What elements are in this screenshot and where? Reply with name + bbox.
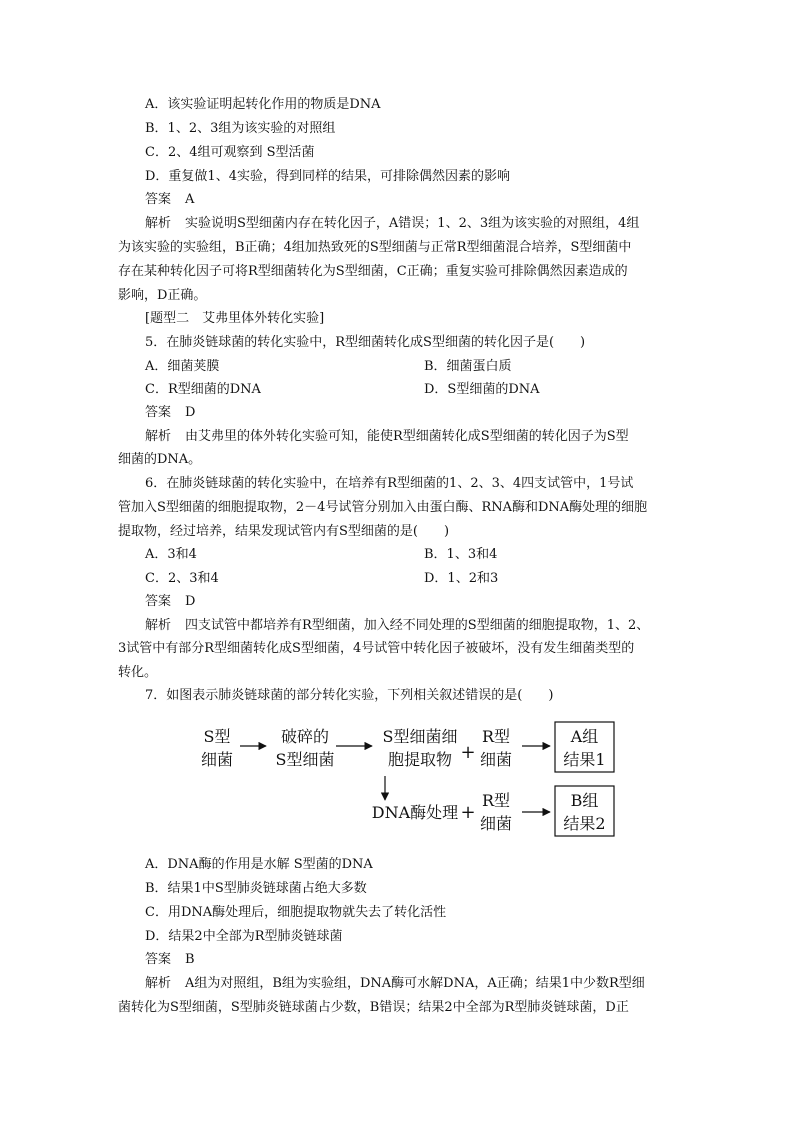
answer-label: 答案 (145, 405, 172, 420)
q6-option-c: C．2、3和4 (145, 571, 219, 586)
q7-analysis-line-1 (145, 976, 645, 992)
q5-analysis-line-2: 细菌的DNA。 (118, 452, 202, 467)
extract-label-2: 胞提取物 (387, 750, 453, 769)
q6-stem-line-1: 6．在肺炎链球菌的转化实验中，在培养有R型细菌的1、2、3、4四支试管中，1号试 (145, 476, 634, 491)
group-a-label-2: 结果1 (563, 750, 606, 769)
r-bacteria-b-label-2: 细菌 (479, 814, 513, 833)
q5-option-d: D．S型细菌的DNA (424, 382, 540, 397)
answer-value: D (185, 405, 196, 420)
r-bacteria-a-label-1: R型 (481, 727, 511, 746)
q7-option-b: B．结果1中S型肺炎链球菌占绝大多数 (145, 881, 367, 896)
answer-value: B (185, 952, 195, 967)
q4-analysis-line-3: 存在某种转化因子可将R型细菌转化为S型细菌，C正确；重复实验可排除偶然因素造成的 (118, 264, 628, 279)
transformation-flow-diagram (190, 714, 622, 848)
section-title: [题型二 艾弗里体外转化实验] (145, 311, 325, 326)
group-b-label-2: 结果2 (563, 814, 606, 833)
q7-option-d: D．结果2中全部为R型肺炎链球菌 (145, 929, 343, 944)
analysis-label: 解析 (145, 976, 172, 991)
analysis-label: 解析 (145, 618, 172, 633)
plus-sign-a: + (460, 742, 476, 763)
plus-sign-b: + (460, 802, 476, 823)
analysis-text: A组为对照组，B组为实验组，DNA酶可水解DNA，A正确；结果1中少数R型细 (185, 976, 645, 991)
q4-analysis-line-1 (145, 216, 639, 232)
q6-answer (145, 594, 195, 610)
group-b-label-1: B组 (570, 791, 599, 810)
s-bacteria-label-2: 细菌 (200, 750, 234, 769)
s-bacteria-label-1: S型 (203, 727, 231, 746)
q4-option-c: C．2、4组可观察到 S型活菌 (145, 145, 315, 160)
q6-stem-line-3: 提取物，经过培养，结果发现试管内有S型细菌的是( ) (118, 524, 450, 539)
broken-label-2: S型细菌 (275, 750, 335, 769)
group-a-label-1: A组 (570, 727, 599, 746)
analysis-text: 由艾弗里的体外转化实验可知，能使R型细菌转化成S型细菌的转化因子为S型 (185, 429, 629, 444)
q6-analysis-line-2: 3试管中有部分R型细菌转化成S型细菌，4号试管中转化因子被破坏，没有发生细菌类型的 (118, 641, 635, 656)
q4-option-a: A．该实验证明起转化作用的物质是DNA (145, 97, 381, 112)
q6-analysis-line-3: 转化。 (118, 665, 158, 680)
answer-label: 答案 (145, 594, 172, 609)
extract-label-1: S型细菌细 (382, 727, 458, 746)
answer-value: D (185, 594, 196, 609)
q6-option-b: B．1、3和4 (424, 547, 498, 562)
q4-option-d: D．重复做1、4实验，得到同样的结果，可排除偶然因素的影响 (145, 169, 510, 184)
q4-analysis-line-4: 影响，D正确。 (118, 288, 207, 303)
q4-analysis-line-2: 为该实验的实验组，B正确；4组加热致死的S型细菌与正常R型细菌混合培养，S型细菌中 (118, 240, 632, 255)
broken-label-1: 破碎的 (280, 727, 330, 746)
dnase-label: DNA酶处理 (371, 803, 459, 822)
q7-stem: 7．如图表示肺炎链球菌的部分转化实验，下列相关叙述错误的是( ) (145, 688, 554, 703)
q7-option-a: A．DNA酶的作用是水解 S型菌的DNA (145, 857, 373, 872)
q5-option-a: A．细菌荚膜 (145, 359, 220, 374)
analysis-text: 实验说明S型细菌内存在转化因子，A错误；1、2、3组为该实验的对照组，4组 (185, 216, 640, 231)
q7-answer (145, 952, 195, 968)
q6-stem-line-2: 管加入S型细菌的细胞提取物，2－4号试管分别加入由蛋白酶、RNA酶和DNA酶处理的细胞 (118, 500, 648, 515)
analysis-text: 四支试管中都培养有R型细菌，加入经不同处理的S型细菌的细胞提取物，1、2、 (185, 618, 650, 633)
q4-option-b: B．1、2、3组为该实验的对照组 (145, 121, 336, 136)
q5-option-b: B．细菌蛋白质 (424, 359, 512, 374)
r-bacteria-b-label-1: R型 (481, 791, 511, 810)
q6-option-a: A．3和4 (145, 547, 197, 562)
answer-label: 答案 (145, 952, 172, 967)
q6-option-d: D．1、2和3 (424, 571, 499, 586)
q5-answer (145, 405, 195, 421)
q4-answer (145, 192, 194, 208)
q7-analysis-line-2: 菌转化为S型细菌，S型肺炎链球菌占少数，B错误；结果2中全部为R型肺炎链球菌，D正 (118, 1000, 629, 1015)
q5-analysis-line-1 (145, 429, 629, 445)
q5-option-c: C．R型细菌的DNA (145, 382, 261, 397)
r-bacteria-a-label-2: 细菌 (479, 750, 513, 769)
analysis-label: 解析 (145, 216, 172, 231)
q6-analysis-line-1 (145, 618, 649, 634)
answer-value: A (185, 192, 195, 207)
answer-label: 答案 (145, 192, 172, 207)
analysis-label: 解析 (145, 429, 172, 444)
q5-stem: 5．在肺炎链球菌的转化实验中，R型细菌转化成S型细菌的转化因子是( ) (145, 335, 586, 350)
q7-option-c: C．用DNA酶处理后，细胞提取物就失去了转化活性 (145, 905, 447, 920)
